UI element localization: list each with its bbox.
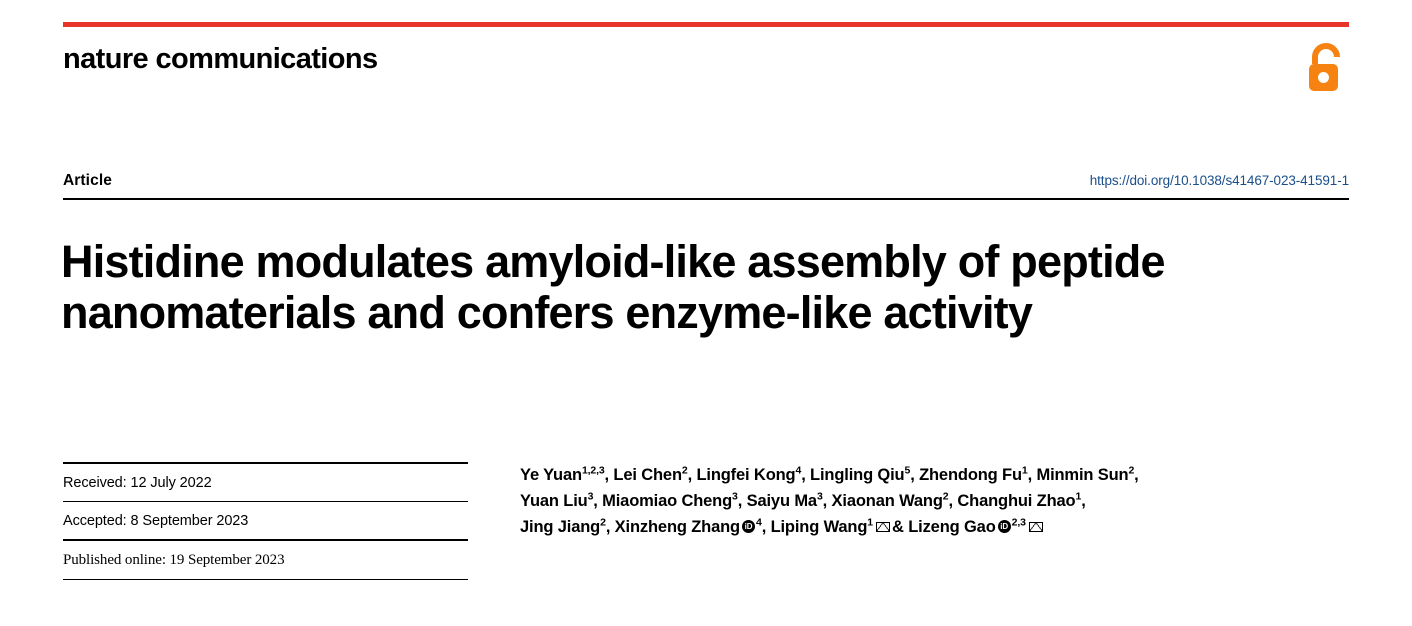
orcid-icon[interactable]	[998, 520, 1011, 533]
author-line-1: Ye Yuan$^{1,2,3}$, Lei Chen$^2$, Lingfei Kong$^4$, Lingling Qiu$^5$, Zhendong Fu$^1$, Minmin Sun$^2$,	[520, 464, 1139, 484]
orcid-icon[interactable]	[742, 520, 755, 533]
open-access-unlock-icon	[1305, 42, 1349, 94]
history-divider-bottom	[63, 579, 468, 581]
journal-masthead: nature communications	[63, 43, 378, 75]
accepted-date: Accepted: 8 September 2023	[63, 513, 249, 529]
article-type-label: Article	[63, 172, 112, 189]
author-line-2: Yuan Liu$^3$, Miaomiao Cheng$^3$, Saiyu Ma$^3$, Xiaonan Wang$^2$, Changhui Zhao$^1$,	[520, 490, 1086, 511]
page-title: Histidine modulates amyloid-like assembly of peptide nanomaterials and confers enzyme-like activity	[61, 236, 1165, 339]
article-meta-row	[63, 172, 1349, 190]
top-accent-rule	[63, 22, 1349, 27]
doi-link[interactable]: https://doi.org/10.1038/s41467-023-41591-1	[1089, 173, 1349, 188]
publication-history	[63, 462, 468, 580]
author-line-3: Jing Jiang$^2$, Xinzheng Zhang iD $^4$, Liping Wang$^1$ & Lizeng Gao iD $^{2,3}$	[520, 518, 1045, 536]
divider-under-article-row	[63, 198, 1349, 200]
email-icon[interactable]	[1029, 522, 1043, 532]
email-icon[interactable]	[876, 522, 890, 532]
author-list	[520, 462, 1352, 540]
published-online-date: Published online: 19 September 2023	[63, 551, 285, 568]
received-date: Received: 12 July 2022	[63, 474, 212, 491]
